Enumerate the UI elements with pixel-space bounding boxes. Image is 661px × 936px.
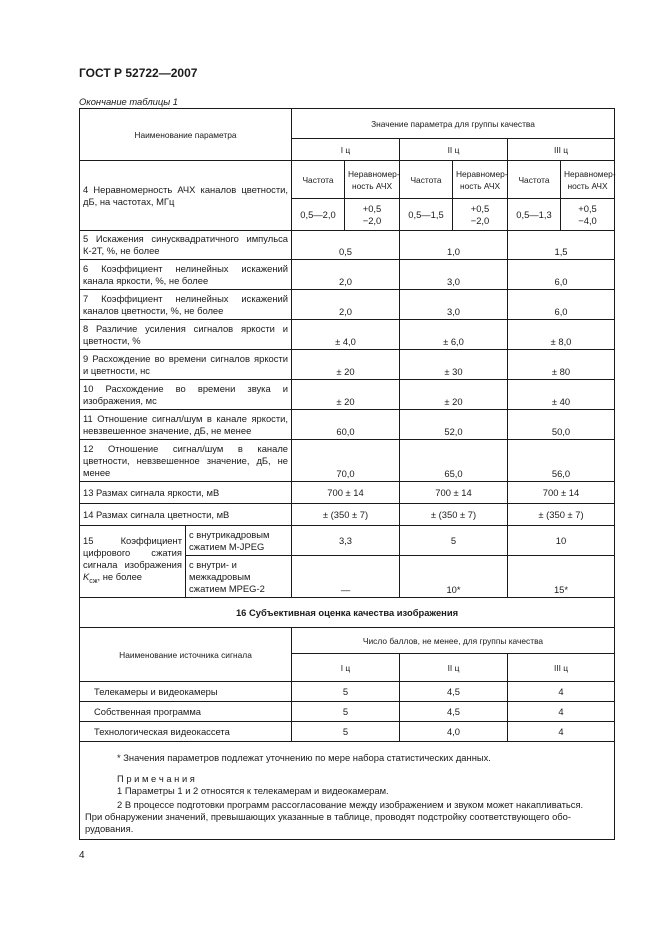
- row15-label-b: , не более: [97, 571, 143, 583]
- table-row-label: 12 Отношение сигнал/шум в канале цветности, невзвешенное значение, дБ, не менее: [80, 440, 292, 482]
- table-cell: 0,5—1,5: [400, 199, 453, 231]
- table-cell: ± 80: [508, 350, 615, 380]
- table-cell: 70,0: [292, 440, 400, 482]
- table-cell: 4,0: [400, 722, 508, 742]
- table-cell: 4,5: [400, 702, 508, 722]
- table-cell: 50,0: [508, 410, 615, 440]
- parameters-table: [79, 108, 615, 840]
- table-cell: [345, 199, 400, 231]
- table-cell: 6,0: [508, 290, 615, 320]
- note-2-cont: При обнаружении значений, превышающих указанные в таблице, проводят подстройку соответствующего обо-: [85, 811, 571, 822]
- table-row-label: 14 Размах сигнала цветности, мВ: [80, 504, 292, 526]
- table-cell: ± 8,0: [508, 320, 615, 350]
- table-row-label: 4 Неравномерность АЧХ каналов цветности, дБ, на частотах, МГц: [80, 161, 292, 231]
- subcol-header: Частота: [400, 161, 453, 199]
- table-cell: 5: [292, 722, 400, 742]
- table-row-label: 9 Расхождение во времени сигналов яркости и цветности, нс: [80, 350, 292, 380]
- subcol-header: Неравномер-ность АЧХ: [561, 161, 615, 199]
- table-cell: 700 ± 14: [508, 482, 615, 504]
- value-upper: +0,5: [362, 202, 382, 214]
- table-cell: [561, 199, 615, 231]
- document-title: ГОСТ Р 52722—2007: [79, 66, 198, 80]
- table-cell: ± 6,0: [400, 320, 508, 350]
- notes-block: [80, 742, 615, 840]
- table-cell: 15*: [508, 556, 615, 598]
- table-cell: 0,5: [292, 231, 400, 260]
- group-header: II ц: [400, 654, 508, 682]
- value-upper: +0,5: [578, 202, 597, 214]
- table-cell: ± 20: [292, 350, 400, 380]
- table-cell: 2,0: [292, 260, 400, 290]
- table-cell: 1,5: [508, 231, 615, 260]
- subcol-header: Неравномер-ность АЧХ: [345, 161, 400, 199]
- table-cell: 2,0: [292, 290, 400, 320]
- group-header: I ц: [292, 654, 400, 682]
- table-row-label: 6 Коэффициент нелинейных искажений канала яркости, %, не более: [80, 260, 292, 290]
- table-cell: 3,0: [400, 260, 508, 290]
- footnote: * Значения параметров подлежат уточнению по мере набора статистических данных.: [117, 752, 491, 763]
- value-lower: −4,0: [578, 214, 597, 226]
- table-cell: 700 ± 14: [292, 482, 400, 504]
- note-2: 2 В процессе подготовки программ рассогласование между изображением и звуком может накапливаться.: [117, 799, 584, 810]
- table-cell: 3,0: [400, 290, 508, 320]
- score-header: Число баллов, не менее, для группы качества: [292, 628, 615, 654]
- table-cell: 4,5: [400, 682, 508, 702]
- group-header: III ц: [508, 139, 615, 161]
- row15-label-a: 15 Коэффициент цифрового сжатия сигнала изображения: [83, 535, 182, 571]
- param-name-header: Наименование параметра: [80, 109, 292, 161]
- table-row-label: 13 Размах сигнала яркости, мВ: [80, 482, 292, 504]
- table-cell: 65,0: [400, 440, 508, 482]
- table-cell: 56,0: [508, 440, 615, 482]
- section-title: 16 Субъективная оценка качества изображения: [80, 598, 615, 628]
- table-cell: ± (350 ± 7): [400, 504, 508, 526]
- notes-title: П р и м е ч а н и я: [117, 773, 195, 784]
- table-cell: 4: [508, 682, 615, 702]
- table-cell: ± 20: [292, 380, 400, 410]
- page-number: 4: [79, 850, 85, 861]
- note-2-end: рудования.: [85, 823, 134, 834]
- row15-label-k: K: [83, 571, 90, 583]
- table-row-label: 11 Отношение сигнал/шум в канале яркости, невзвешенное значение, дБ, не менее: [80, 410, 292, 440]
- value-lower: −2,0: [470, 214, 490, 226]
- value-group-header: Значение параметра для группы качества: [292, 109, 615, 139]
- table-cell: 4: [508, 702, 615, 722]
- table-row-label: 7 Коэффициент нелинейных искажений каналов цветности, %, не более: [80, 290, 292, 320]
- table-row-label: Телекамеры и видеокамеры: [80, 682, 292, 702]
- note-1: 1 Параметры 1 и 2 относятся к телекамерам и видеокамерам.: [117, 785, 389, 796]
- table-cell: ± (350 ± 7): [292, 504, 400, 526]
- table-sub-label: с внутри- и межкадровым сжатием MPEG-2: [186, 556, 292, 598]
- value-upper: +0,5: [470, 202, 490, 214]
- table-row-label: Технологическая видеокассета: [80, 722, 292, 742]
- table-row-label: 10 Расхождение во времени звука и изображения, мс: [80, 380, 292, 410]
- value-lower: −2,0: [362, 214, 382, 226]
- table-row-label: 8 Различие усиления сигналов яркости и цветности, %: [80, 320, 292, 350]
- source-header: Наименование источника сигнала: [80, 628, 292, 682]
- table-cell: 52,0: [400, 410, 508, 440]
- table-cell: 0,5—2,0: [292, 199, 345, 231]
- table-cell: ± 20: [400, 380, 508, 410]
- table-cell: ± (350 ± 7): [508, 504, 615, 526]
- table-cell: 700 ± 14: [400, 482, 508, 504]
- table-cell: 1,0: [400, 231, 508, 260]
- table-caption: Окончание таблицы 1: [79, 96, 178, 107]
- table-sub-label: с внутрикадровым сжатием M-JPEG: [186, 526, 292, 556]
- group-header: III ц: [508, 654, 615, 682]
- table-cell: —: [292, 556, 400, 598]
- table-cell: [453, 199, 508, 231]
- subcol-header: Частота: [292, 161, 345, 199]
- table-cell: ± 4,0: [292, 320, 400, 350]
- table-cell: 6,0: [508, 260, 615, 290]
- table-cell: 10: [508, 526, 615, 556]
- table-cell: 3,3: [292, 526, 400, 556]
- table-cell: 60,0: [292, 410, 400, 440]
- table-row-label: 5 Искажения синусквадратичного импульса К-2Т, %, не более: [80, 231, 292, 260]
- group-header: I ц: [292, 139, 400, 161]
- table-cell: 10*: [400, 556, 508, 598]
- group-header: II ц: [400, 139, 508, 161]
- subcol-header: Частота: [508, 161, 561, 199]
- table-cell: ± 30: [400, 350, 508, 380]
- table-cell: 4: [508, 722, 615, 742]
- table-row-label: [80, 526, 186, 598]
- table-cell: ± 40: [508, 380, 615, 410]
- table-cell: 5: [292, 702, 400, 722]
- row15-label-sub: сж: [89, 577, 98, 585]
- table-cell: 5: [292, 682, 400, 702]
- table-cell: 5: [400, 526, 508, 556]
- table-row-label: Собственная программа: [80, 702, 292, 722]
- subcol-header: Неравномер-ность АЧХ: [453, 161, 508, 199]
- table-cell: 0,5—1,3: [508, 199, 561, 231]
